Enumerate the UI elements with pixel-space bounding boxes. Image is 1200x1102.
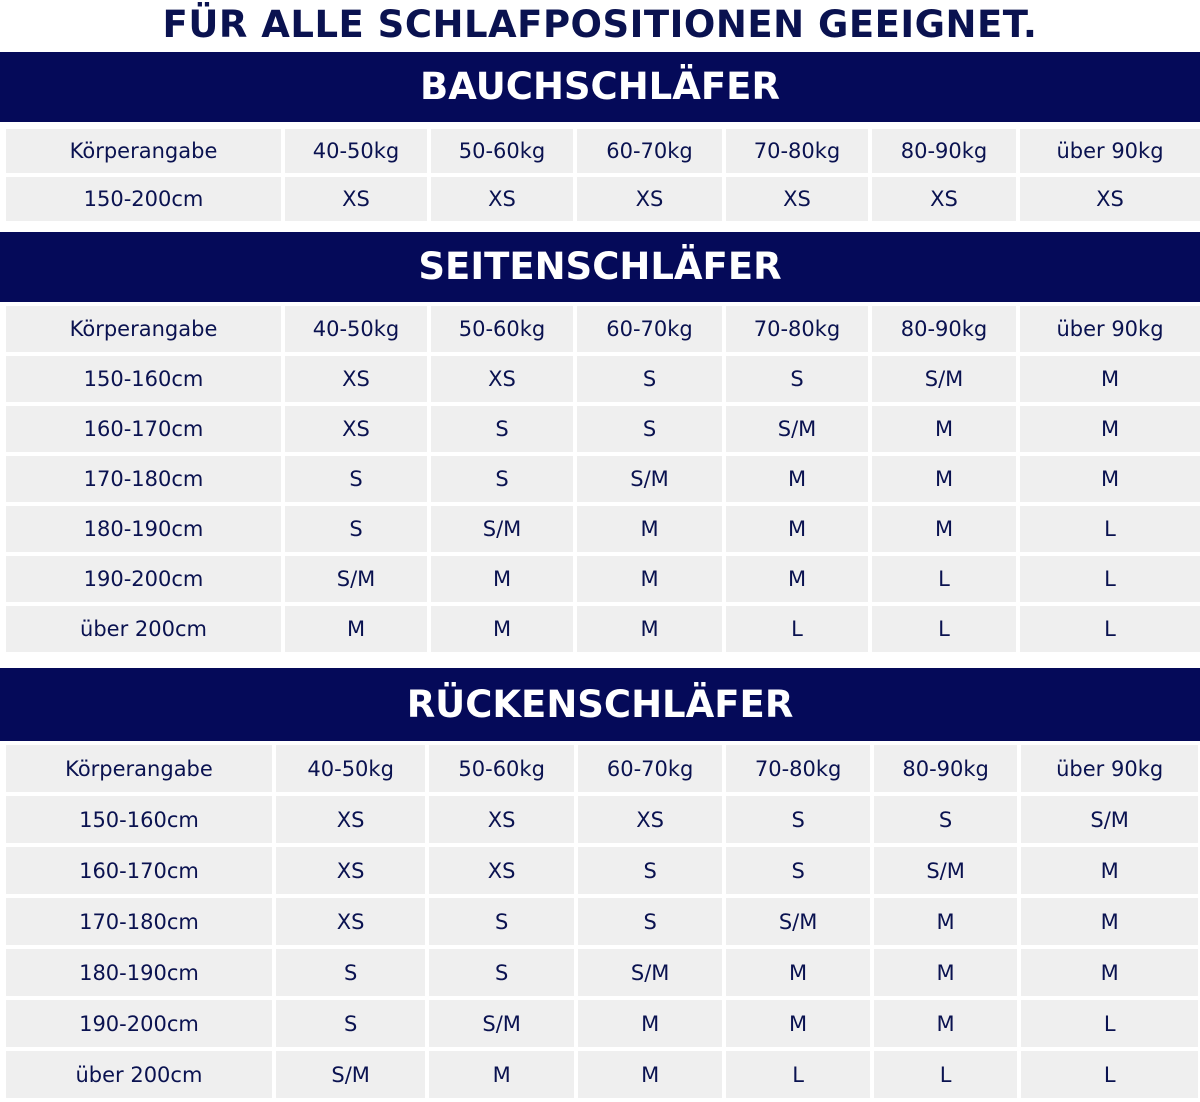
height-label-cell: 190-200cm [6,1000,272,1047]
header-cell-weight: 70-80kg [726,129,868,173]
size-cell: M [285,606,427,652]
size-cell: L [1020,606,1200,652]
size-cell: S [726,796,869,843]
size-cell: XS [1020,177,1200,221]
size-table-bauchschlaefer [2,125,1200,225]
size-cell: S/M [578,949,722,996]
size-cell: XS [431,356,573,402]
height-label-cell: 150-200cm [6,177,281,221]
header-row [6,129,1200,173]
size-cell: M [1021,898,1198,945]
table-row [6,506,1200,552]
table-row [6,949,1198,996]
size-cell: S/M [872,356,1016,402]
size-cell: S/M [276,1051,426,1098]
size-cell: M [431,556,573,602]
size-cell: L [726,1051,869,1098]
header-cell-koerperangabe: Körperangabe [6,745,272,792]
size-cell: S/M [285,556,427,602]
header-cell-weight: 60-70kg [578,745,722,792]
size-cell: M [726,556,868,602]
section-title-bauchschlaefer: BAUCHSCHLÄFER [0,52,1200,122]
table-row [6,847,1198,894]
header-row [6,306,1200,352]
size-cell: L [1020,506,1200,552]
height-label-cell: 150-160cm [6,356,281,402]
size-cell: M [429,1051,573,1098]
height-label-cell: über 200cm [6,1051,272,1098]
header-cell-weight: 50-60kg [429,745,573,792]
header-cell-weight: 40-50kg [285,306,427,352]
table-row [6,898,1198,945]
size-cell: XS [285,177,427,221]
size-cell: M [726,506,868,552]
size-cell: XS [285,406,427,452]
size-cell: S/M [577,456,722,502]
table-row [6,356,1200,402]
size-cell: M [1020,456,1200,502]
table-row [6,456,1200,502]
header-cell-weight: 80-90kg [872,129,1016,173]
size-cell: XS [872,177,1016,221]
size-cell: M [577,506,722,552]
size-cell: S [431,456,573,502]
size-cell: XS [276,847,426,894]
size-cell: L [1021,1051,1198,1098]
size-cell: S/M [726,898,869,945]
height-label-cell: 180-190cm [6,506,281,552]
size-table-seitenschlaefer [2,302,1200,656]
size-cell: M [431,606,573,652]
size-cell: S [285,506,427,552]
height-label-cell: 190-200cm [6,556,281,602]
size-cell: M [726,456,868,502]
size-cell: M [726,949,869,996]
header-cell-weight: 70-80kg [726,745,869,792]
size-cell: M [1020,406,1200,452]
size-cell: XS [429,847,573,894]
size-cell: L [874,1051,1017,1098]
header-cell-weight: 60-70kg [577,306,722,352]
size-cell: S [429,898,573,945]
header-cell-weight: über 90kg [1020,306,1200,352]
table-row [6,556,1200,602]
size-cell: M [1021,949,1198,996]
table-row [6,177,1200,221]
size-cell: M [577,556,722,602]
size-cell: M [872,506,1016,552]
size-cell: S [276,1000,426,1047]
size-cell: S [578,898,722,945]
size-cell: XS [431,177,573,221]
size-cell: S [577,356,722,402]
size-cell: S/M [429,1000,573,1047]
size-cell: S/M [1021,796,1198,843]
size-cell: S/M [874,847,1017,894]
height-label-cell: 170-180cm [6,456,281,502]
size-cell: S [874,796,1017,843]
size-cell: M [874,1000,1017,1047]
header-cell-weight: 40-50kg [285,129,427,173]
size-cell: L [872,606,1016,652]
size-cell: S [276,949,426,996]
height-label-cell: über 200cm [6,606,281,652]
size-cell: XS [726,177,868,221]
height-label-cell: 160-170cm [6,406,281,452]
table-row [6,1000,1198,1047]
size-cell: M [874,898,1017,945]
header-cell-weight: 80-90kg [874,745,1017,792]
size-cell: S [285,456,427,502]
size-cell: XS [429,796,573,843]
size-table-rueckenschlaefer [2,741,1200,1102]
size-cell: M [578,1000,722,1047]
size-cell: S [726,847,869,894]
table-row [6,1051,1198,1098]
size-cell: XS [276,796,426,843]
height-label-cell: 170-180cm [6,898,272,945]
header-cell-weight: 80-90kg [872,306,1016,352]
height-label-cell: 150-160cm [6,796,272,843]
size-cell: XS [578,796,722,843]
size-cell: S/M [726,406,868,452]
page-title: FÜR ALLE SCHLAFPOSITIONEN GEEIGNET. [162,3,1038,46]
table-row [6,406,1200,452]
header-cell-weight: 50-60kg [431,129,573,173]
header-cell-weight: 40-50kg [276,745,426,792]
size-cell: XS [577,177,722,221]
size-cell: L [872,556,1016,602]
size-cell: M [872,456,1016,502]
size-cell: M [577,606,722,652]
height-label-cell: 160-170cm [6,847,272,894]
header-cell-koerperangabe: Körperangabe [6,306,281,352]
size-cell: M [1021,847,1198,894]
size-cell: L [726,606,868,652]
section-title-rueckenschlaefer: RÜCKENSCHLÄFER [0,668,1200,741]
table-row [6,796,1198,843]
size-cell: M [872,406,1016,452]
table-row [6,606,1200,652]
size-cell: M [1020,356,1200,402]
size-cell: S [726,356,868,402]
header-cell-weight: 60-70kg [577,129,722,173]
header-cell-weight: 50-60kg [431,306,573,352]
size-cell: M [874,949,1017,996]
header-cell-weight: 70-80kg [726,306,868,352]
size-cell: M [726,1000,869,1047]
size-cell: S [577,406,722,452]
size-cell: S/M [431,506,573,552]
size-cell: XS [285,356,427,402]
size-cell: L [1021,1000,1198,1047]
size-cell: M [578,1051,722,1098]
header-cell-weight: über 90kg [1020,129,1200,173]
size-cell: S [431,406,573,452]
header-row [6,745,1198,792]
size-cell: S [429,949,573,996]
header-cell-weight: über 90kg [1021,745,1198,792]
header-cell-koerperangabe: Körperangabe [6,129,281,173]
section-title-seitenschlaefer: SEITENSCHLÄFER [0,232,1200,302]
size-cell: L [1020,556,1200,602]
size-cell: XS [276,898,426,945]
height-label-cell: 180-190cm [6,949,272,996]
size-cell: S [578,847,722,894]
